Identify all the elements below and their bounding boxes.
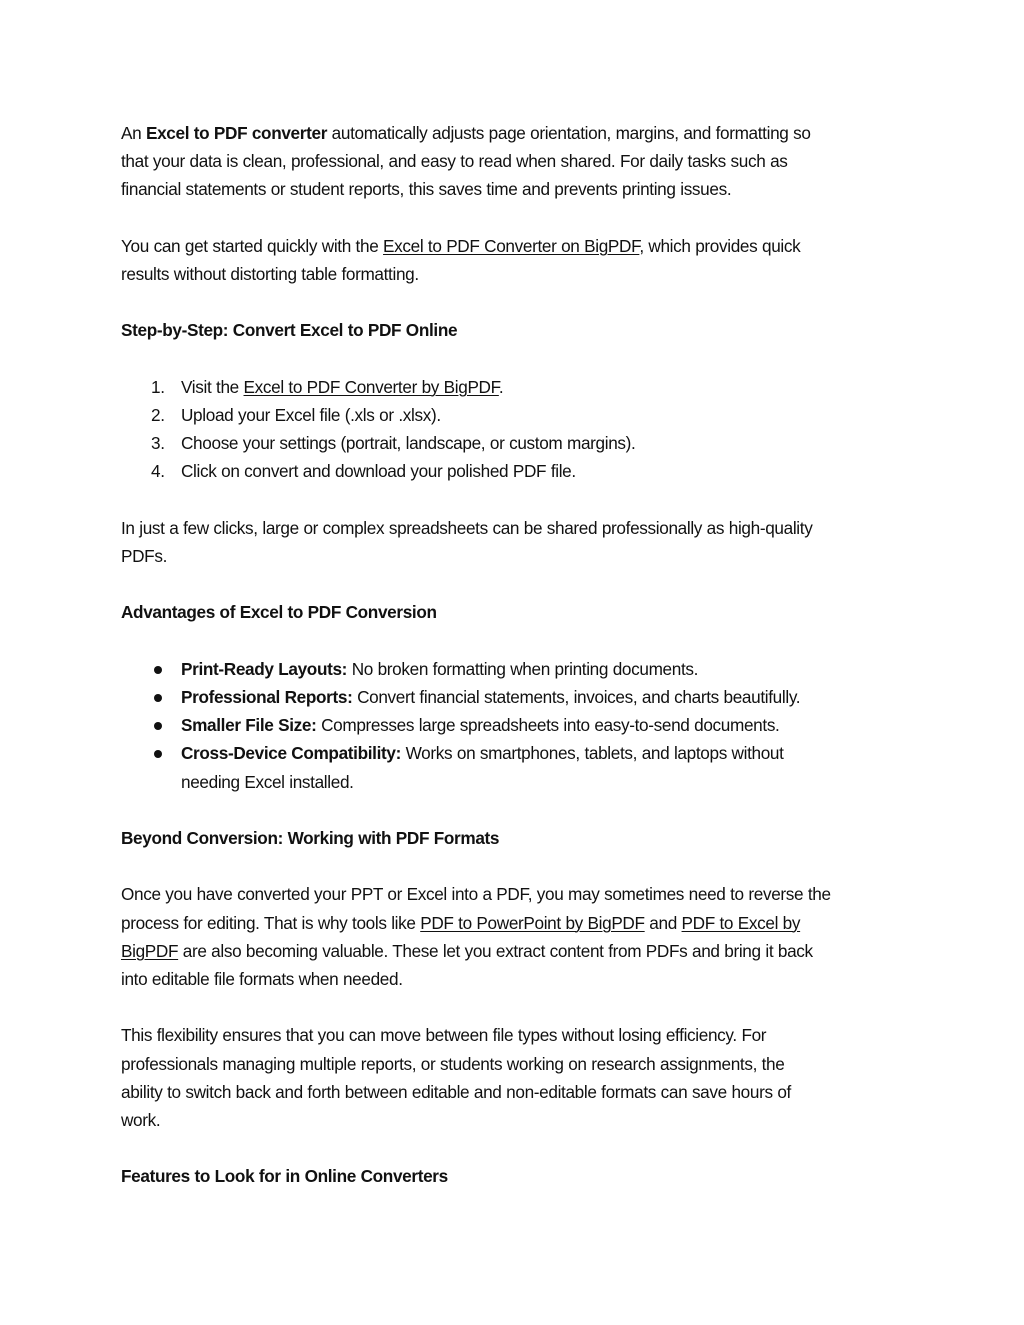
excel-to-pdf-converter-by-bigpdf-link[interactable]: Excel to PDF Converter by BigPDF: [243, 376, 499, 397]
step-item: [121, 373, 911, 401]
beyond-line-3: [121, 937, 911, 965]
advantage-text: Works on smartphones, tablets, and laptops without: [400, 743, 784, 764]
intro-line-2: that your data is clean, professional, and easy to read when shared. For daily tasks such as: [121, 151, 788, 172]
pdf-to-powerpoint-link[interactable]: PDF to PowerPoint by BigPDF: [420, 912, 645, 933]
advantage-item: [121, 683, 911, 711]
flexibility-line-2: professionals managing multiple reports, or students working on research assignments, the: [121, 1053, 785, 1074]
step-text-after: .: [498, 376, 504, 397]
beyond-text-mid: and: [644, 912, 682, 933]
features-heading: Features to Look for in Online Converters: [121, 1166, 448, 1187]
advantages-list: [121, 655, 911, 796]
steps-heading: Step-by-Step: Convert Excel to PDF Online: [121, 320, 458, 341]
intro-bold-term: Excel to PDF converter: [145, 123, 328, 143]
step-item: [121, 429, 911, 457]
bullet-icon: [154, 666, 162, 674]
bullet-icon: [154, 722, 162, 730]
intro-line-3: financial statements or student reports, this saves time and prevents printing issues.: [121, 179, 732, 200]
advantage-label: Professional Reports:: [181, 686, 353, 707]
beyond-line-4: into editable file formats when needed.: [121, 968, 403, 989]
step-item: [121, 401, 911, 429]
advantage-line-1: [181, 739, 911, 767]
get-started-line-2: results without distorting table formatting.: [121, 264, 419, 284]
get-started-line-1: [121, 232, 911, 260]
get-started-text-after: , which provides quick: [639, 235, 801, 256]
intro-rest: automatically adjusts page orientation, margins, and formatting so: [327, 123, 811, 143]
step-number: 3.: [151, 433, 165, 454]
beyond-line-2: [121, 909, 911, 937]
summary-line-1: In just a few clicks, large or complex spreadsheets can be shared professionally as high-quality: [121, 517, 813, 538]
advantage-line-2: needing Excel installed.: [181, 771, 354, 792]
advantage-text: Compresses large spreadsheets into easy-to-send documents.: [316, 715, 780, 736]
advantage-label: Smaller File Size:: [181, 715, 317, 736]
step-text: Upload your Excel file (.xls or .xlsx).: [181, 404, 441, 425]
beyond-line-1: Once you have converted your PPT or Excel into a PDF, you may sometimes need to reverse the: [121, 884, 831, 905]
steps-summary-paragraph: [121, 514, 911, 570]
advantages-heading: Advantages of Excel to PDF Conversion: [121, 602, 437, 623]
excel-to-pdf-converter-link[interactable]: Excel to PDF Converter on BigPDF: [383, 235, 640, 256]
step-text: Click on convert and download your polished PDF file.: [181, 461, 576, 482]
flexibility-line-3: ability to switch back and forth between editable and non-editable formats can save hours of: [121, 1081, 791, 1102]
get-started-paragraph: [121, 232, 911, 288]
beyond-paragraph-2: [121, 1021, 911, 1134]
pdf-to-excel-link-continued[interactable]: BigPDF: [121, 940, 179, 961]
intro-paragraph: [121, 119, 911, 204]
steps-list: [121, 373, 911, 486]
beyond-text-after: are also becoming valuable. These let you extract content from PDFs and bring it back: [178, 940, 813, 961]
get-started-text: You can get started quickly with the: [121, 235, 384, 256]
flexibility-line-1: This flexibility ensures that you can move between file types without losing efficiency. For: [121, 1025, 767, 1046]
intro-prefix: An: [121, 123, 146, 143]
bullet-icon: [154, 750, 162, 758]
advantage-item: [121, 711, 911, 739]
step-number: 2.: [151, 404, 165, 425]
flexibility-line-4: work.: [121, 1109, 161, 1130]
summary-line-2: PDFs.: [121, 545, 167, 566]
step-number: 4.: [151, 461, 165, 482]
advantage-label: Print-Ready Layouts:: [181, 658, 348, 679]
beyond-text: process for editing. That is why tools like: [121, 912, 421, 933]
step-text: Visit the: [181, 376, 244, 397]
document-page: [121, 119, 911, 1219]
beyond-paragraph-1: [121, 880, 911, 993]
advantage-text: Convert financial statements, invoices, and charts beautifully.: [352, 686, 801, 707]
beyond-heading: Beyond Conversion: Working with PDF Formats: [121, 827, 500, 848]
intro-line-1: [121, 119, 911, 147]
advantage-item: [121, 655, 911, 683]
step-number: 1.: [151, 376, 165, 397]
step-text: Choose your settings (portrait, landscape, or custom margins).: [181, 433, 636, 454]
advantage-label: Cross-Device Compatibility:: [181, 743, 401, 764]
step-item: [121, 457, 911, 485]
bullet-icon: [154, 694, 162, 702]
advantage-text: No broken formatting when printing documents.: [347, 658, 699, 679]
pdf-to-excel-link[interactable]: PDF to Excel by: [681, 912, 801, 933]
advantage-item: [121, 739, 911, 795]
